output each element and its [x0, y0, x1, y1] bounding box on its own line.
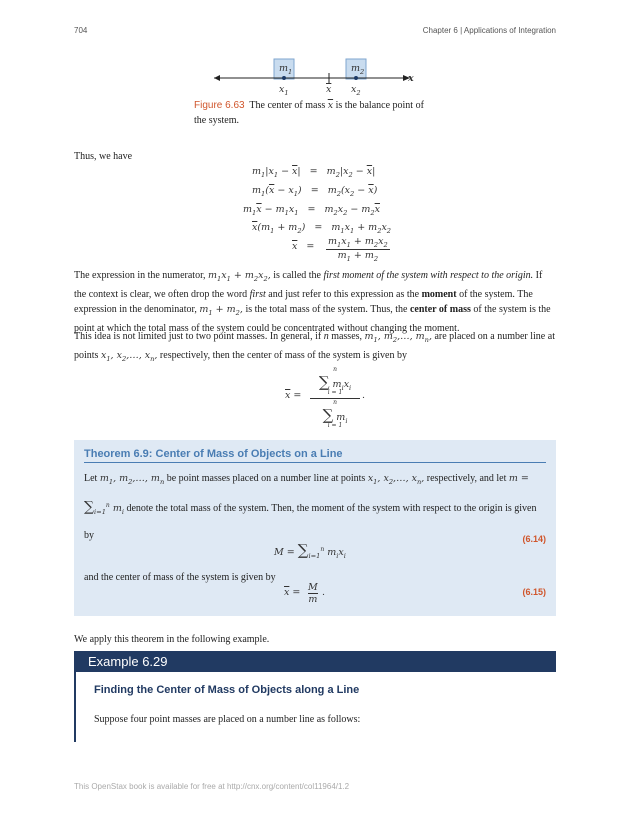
thus-we-have: Thus, we have [74, 151, 133, 162]
footer-text: This OpenStax book is available for free at http://cnx.org/content/col11964/1.2 [74, 782, 350, 791]
label-axis-x: x [408, 73, 414, 84]
chapter-title: Chapter 6 | Applications of Integration [422, 26, 556, 35]
example-title: Finding the Center of Mass of Objects along a Line [94, 684, 360, 696]
equation-number-6-15: (6.15) [522, 587, 546, 597]
example-left-rule [74, 672, 76, 742]
figure-label: Figure 6.63 [194, 100, 245, 111]
label-x1: $x_1$ [279, 84, 289, 97]
label-m2: $m_2$ [351, 63, 365, 76]
after-theorem-text: We apply this theorem in the following example. [74, 634, 270, 645]
theorem-text: Let $m_1$, $m_2,\dots$, $m_n$ be point masses placed on a number line at points $x_1$, $x_2,\dots$, $x_n$, respectively, and let $m = \sum_{i=1}^n$ $m_i$ denote the total mass of the system. Then, the moment of the system with respect to the origin is given by [84, 473, 537, 541]
page-number: 704 [74, 26, 88, 35]
theorem-text-com: and the center of mass of the system is given by [84, 572, 276, 583]
label-m1: $m_1$ [279, 63, 293, 76]
theorem-divider [84, 462, 546, 463]
paragraph-general: This idea is not limited just to two point masses. In general, if n masses, $m_1$, $m_2,\dots$, $m_n$, are placed on a number line at points $x_1$, $x_2,\dots$, $x_n$, respectively, then the center of mass of the system is given by [74, 331, 555, 363]
example-header [74, 651, 556, 672]
figure-caption: Figure 6.63 The center of mass $\overline{x}$ is the balance point of the system. [194, 100, 424, 126]
example-label: Example 6.29 [88, 654, 168, 669]
example-text: Suppose four point masses are placed on a number line as follows: [94, 714, 361, 725]
theorem-box: Theorem 6.9: Center of Mass of Objects on a Line Let $m_1$, $m_2,\dots$, $m_n$ be point masses placed on a number line at points $x_1$, $x_2,\dots$, $x_n$, respectively, and let $m = \sum_{i=1}^n$ $m_i$ denote the total mass of the system. Then, the moment of the system with respect to the origin is given by $M = \sum_{i=1}^n$ $m_ix_i$ (6.14) and the center of mass of the system is given by $\overline{x}$ = M m . (6.15) [74, 440, 556, 616]
equation-number-6-14: (6.14) [522, 534, 546, 544]
label-xbar: $\overline{x}$ [326, 84, 332, 95]
theorem-title: Theorem 6.9: Center of Mass of Objects on a Line [84, 448, 343, 460]
paragraph-moment: The expression in the numerator, $m_1x_1 + m_2x_2$, is called the first moment of the system with respect to the origin. If the context is clear, we often drop the word first and just refer to this expression as the moment of the system. The expression in the denominator, $m_1 + m_2$, is the total mass of the system. Thus, the center of mass of the system is the point at which the total mass of the system could be concentrated without changing the moment. [74, 270, 551, 334]
label-x2: $x_2$ [351, 84, 361, 97]
